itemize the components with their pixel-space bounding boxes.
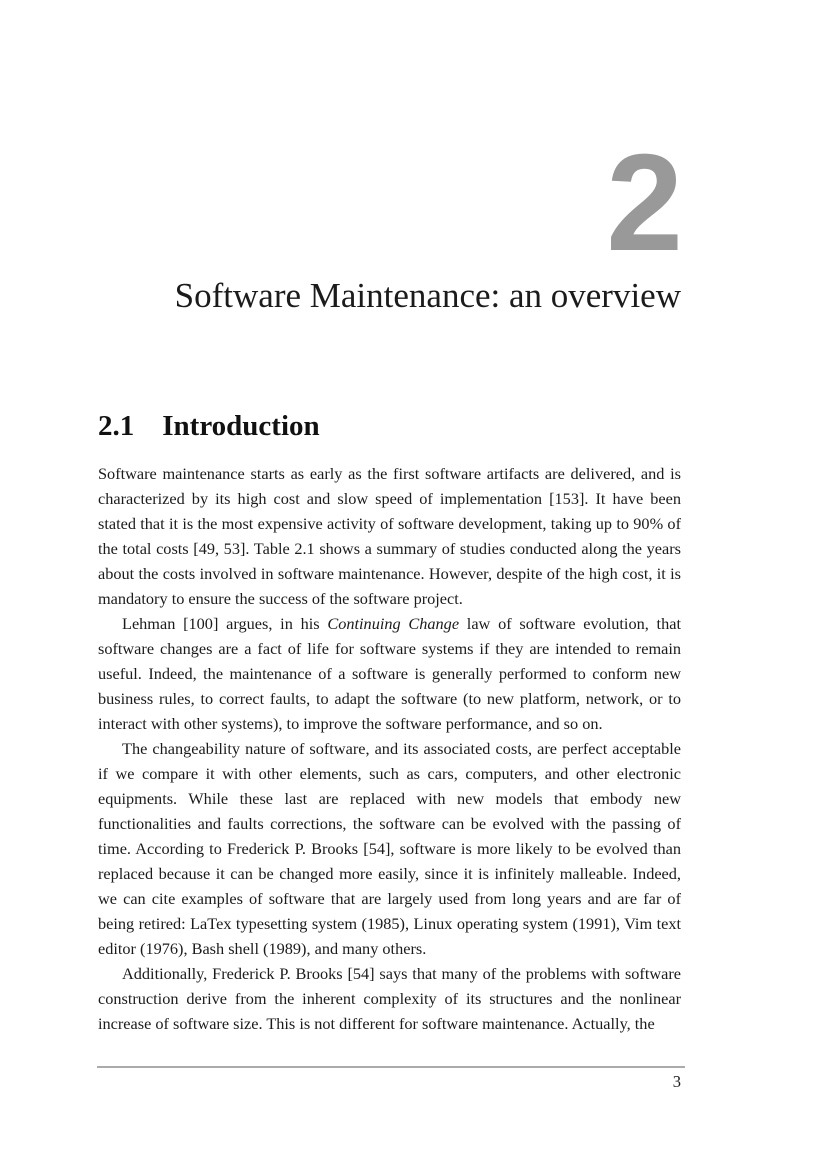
section-heading — [98, 411, 681, 443]
chapter-number: 2 — [606, 126, 683, 280]
paragraph — [98, 961, 681, 1036]
text-run: Lehman [100] argues, in his — [122, 614, 328, 633]
paragraph — [98, 736, 681, 961]
paragraph — [98, 611, 681, 736]
text-run: The changeability nature of software, and its associated costs, are perfect acceptable if we compare it with other elements, such as cars, computers, and other electronic equipments. While these last are replaced with new models that embody new functionalities and faults corrections, the software can be evolved with the passing of time. According to Frederick P. Brooks [54], software is more likely to be evolved than replaced because it can be changed more easily, since it is infinitely malleable. Indeed, we can cite examples of software that are largely used from long years and are far of being retired: LaTex typesetting system (1985), Linux operating system (1991), Vim text editor (1976), Bash shell (1989), and many others. — [98, 739, 681, 958]
body-text — [98, 461, 681, 1036]
footer-rule — [97, 1066, 685, 1068]
chapter-title: Software Maintenance: an overview — [174, 276, 681, 315]
page-number: 3 — [672, 1072, 681, 1091]
text-run: Software maintenance starts as early as the first software artifacts are delivered, and is characterized by its high cost and slow speed of implementation [153]. It have been stated that it is the most expensive activity of software development, taking up to 90% of the total costs [49, 53]. Table 2.1 shows a summary of studies conducted along the years about the costs involved in software maintenance. However, despite of the high cost, it is mandatory to ensure the success of the software project. — [98, 464, 681, 608]
text-run: Additionally, Frederick P. Brooks [54] says that many of the problems with software construction derive from the inherent complexity of its structures and the nonlinear increase of software size. This is not different for software maintenance. Actually, the — [98, 964, 681, 1033]
section-number: 2.1 — [98, 410, 135, 442]
section-title: Introduction — [162, 410, 320, 442]
italic-text-run: Continuing Change — [327, 614, 460, 633]
paragraph — [98, 461, 681, 611]
text-run: law of software evolution, that software changes are a fact of life for software systems if they are intended to remain useful. Indeed, the maintenance of a software is generally performed to conform new business rules, to correct faults, to adapt the software (to new platform, network, or to interact with other systems), to improve the software performance, and so on. — [98, 614, 681, 733]
